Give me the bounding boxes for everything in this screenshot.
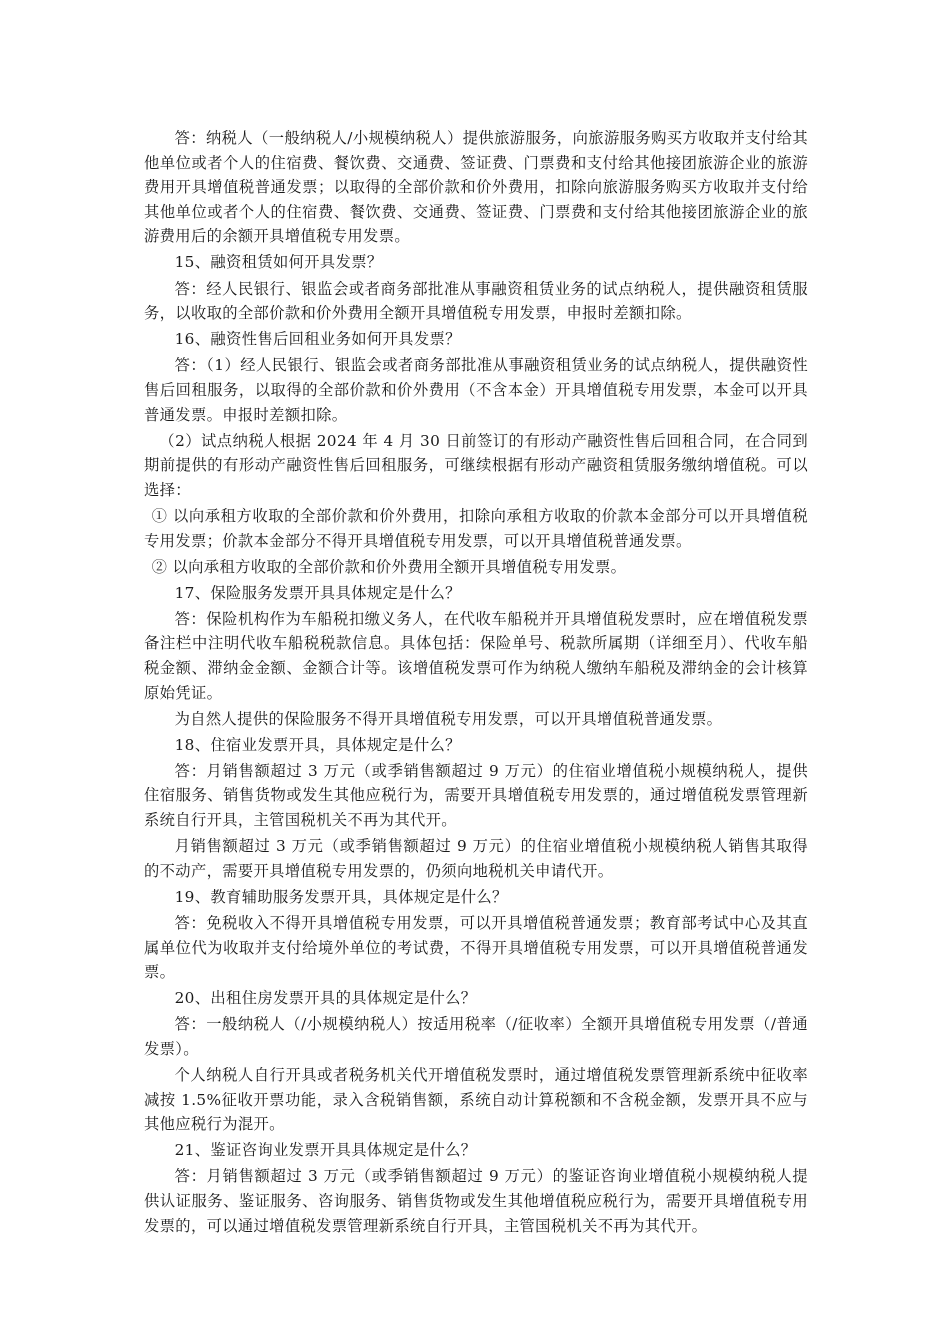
list-item: ① 以向承租方收取的全部价款和价外费用，扣除向承租方收取的价款本金部分可以开具增值税专用发票；价款本金部分不得开具增值税专用发票，可以开具增值税普通发票。 — [144, 506, 808, 550]
paragraph: 答：一般纳税人（/小规模纳税人）按适用税率（/征收率）全额开具增值税专用发票（/普通发票）。 — [144, 1015, 808, 1058]
paragraph: 答：保险机构作为车船税扣缴义务人，在代收车船税并开具增值税发票时，应在增值税发票备注栏中注明代收车船税税款信息。具体包括：保险单号、税款所属期（详细至月）、代收车船税金额、滞纳金金额、金额合计等。该增值税发票可作为纳税人缴纳车船税及滞纳金的会计核算原始凭证。 — [144, 609, 808, 702]
question-heading: 16、融资性售后回租业务如何开具发票？ — [174, 330, 461, 349]
question-heading: 18、住宿业发票开具，具体规定是什么？ — [174, 735, 461, 754]
paragraph: 个人纳税人自行开具或者税务机关代开增值税发票时，通过增值税发票管理新系统中征收率减按 1.5%征收开票功能，录入含税销售额，系统自动计算税额和不含税金额，发票开具不应与其他应税行为混开。 — [144, 1065, 808, 1134]
question-heading: 21、鉴证咨询业发票开具具体规定是什么？ — [174, 1141, 477, 1160]
paragraph: 答：月销售额超过 3 万元（或季销售额超过 9 万元）的鉴证咨询业增值税小规模纳税人提供认证服务、鉴证服务、咨询服务、销售货物或发生其他增值税应税行为，需要开具增值税专用发票的，可以通过增值税发票管理新系统自行开具，主管国税机关不再为其代开。 — [144, 1167, 808, 1235]
list-item: ② 以向承租方收取的全部价款和价外费用全额开具增值税专用发票。 — [151, 557, 627, 576]
paragraph: 答：月销售额超过 3 万元（或季销售额超过 9 万元）的住宿业增值税小规模纳税人，提供住宿服务、销售货物或发生其他应税行为，需要开具增值税专用发票的，通过增值税发票管理新系统自行开具，主管国税机关不再为其代开。 — [144, 761, 808, 830]
paragraph: 答：纳税人（一般纳税人/小规模纳税人）提供旅游服务，向旅游服务购买方收取并支付给其他单位或者个人的住宿费、餐饮费、交通费、签证费、门票费和支付给其他接团旅游企业的旅游费用开具增值税普通发票；以取得的全部价款和价外费用，扣除向旅游服务购买方收取并支付给其他单位或者个人的住宿费、餐饮费、交通费、签证费、门票费和支付给其他接团旅游企业的旅游费用后的余额开具增值税专用发票。 — [144, 129, 808, 246]
document-body — [144, 126, 808, 1240]
paragraph: 答：经人民银行、银监会或者商务部批准从事融资租赁业务的试点纳税人，提供融资租赁服务，以收取的全部价款和价外费用全额开具增值税专用发票，申报时差额扣除。 — [144, 279, 808, 323]
question-heading: 20、出租住房发票开具的具体规定是什么？ — [174, 989, 477, 1008]
paragraph: 答：（1）经人民银行、银监会或者商务部批准从事融资租赁业务的试点纳税人，提供融资性售后回租服务，以取得的全部价款和价外费用（不含本金）开具增值税专用发票，本金可以开具普通发票。申报时差额扣除。 — [144, 356, 808, 424]
paragraph: 月销售额超过 3 万元（或季销售额超过 9 万元）的住宿业增值税小规模纳税人销售其取得的不动产，需要开具增值税专用发票的，仍须向地税机关申请代开。 — [144, 837, 808, 880]
question-heading: 19、教育辅助服务发票开具，具体规定是什么？ — [174, 887, 508, 906]
paragraph: 答：免税收入不得开具增值税专用发票，可以开具增值税普通发票；教育部考试中心及其直属单位代为收取并支付给境外单位的考试费，不得开具增值税专用发票，可以开具增值税普通发票。 — [144, 913, 808, 982]
paragraph: 为自然人提供的保险服务不得开具增值税专用发票，可以开具增值税普通发票。 — [174, 709, 723, 728]
question-heading: 17、保险服务发票开具具体规定是什么？ — [174, 583, 461, 602]
question-heading: 15、融资租赁如何开具发票？ — [174, 253, 383, 272]
paragraph: （2）试点纳税人根据 2024 年 4 月 30 日前签订的有形动产融资性售后回租合同，在合同到期前提供的有形动产融资性售后回租服务，可继续根据有形动产融资租赁服务缴纳增值税。可以选择： — [144, 431, 808, 499]
